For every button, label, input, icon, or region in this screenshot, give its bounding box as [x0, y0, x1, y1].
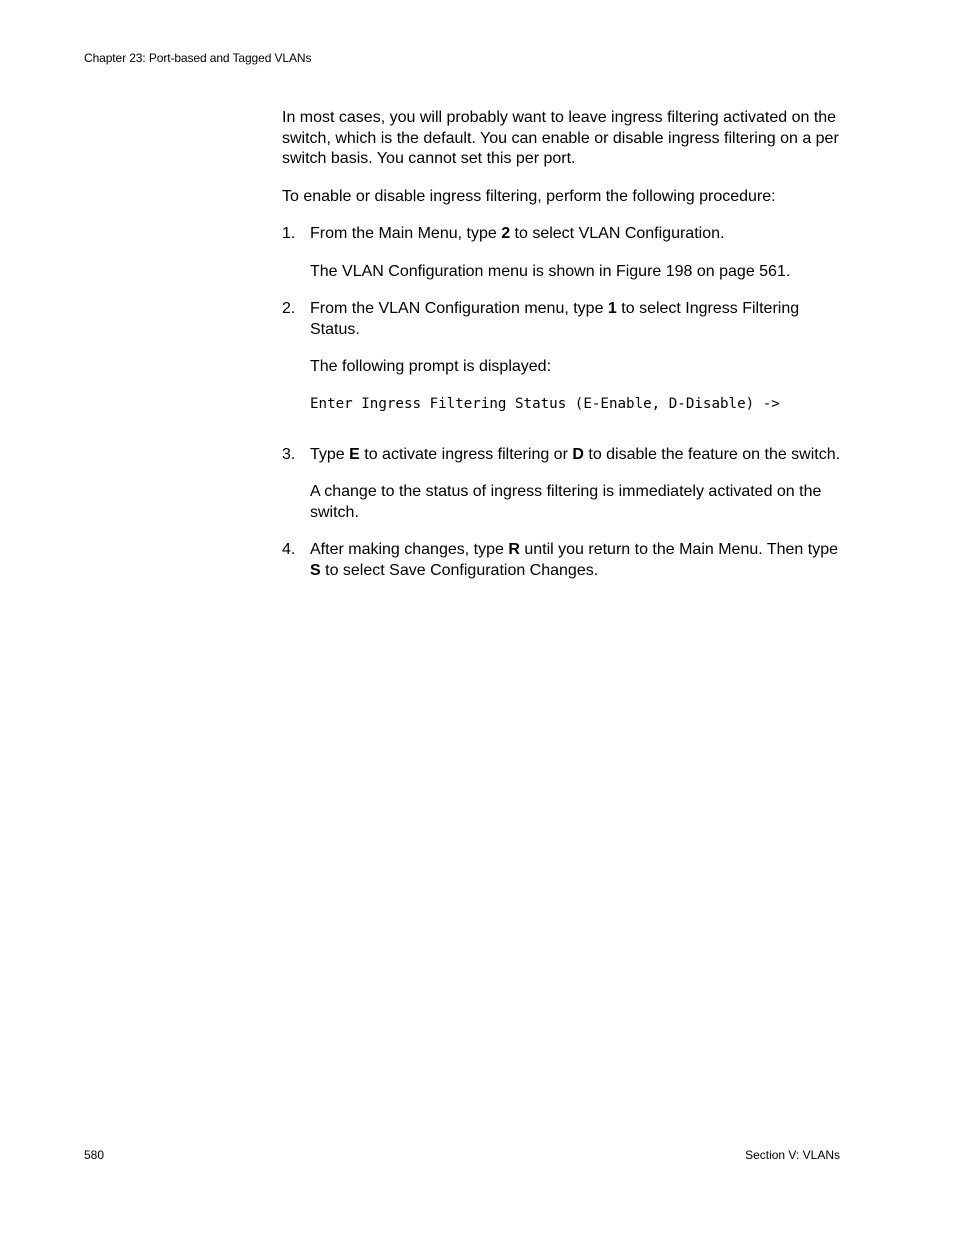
step-4: [282, 540, 852, 581]
step-text: until you return to the Main Menu. Then type: [519, 541, 838, 558]
step-instruction: [310, 540, 852, 581]
step-note: The following prompt is displayed:: [310, 358, 552, 375]
page-number: 580: [84, 1148, 105, 1162]
step-key: S: [310, 561, 321, 579]
step-number: 4.: [282, 541, 296, 558]
step-key: R: [508, 541, 520, 558]
step-text: to select Save Configuration Changes.: [320, 561, 599, 579]
step-key: D: [572, 445, 584, 463]
step-body: [310, 445, 852, 524]
step-2: [282, 299, 852, 428]
step-text: After making changes, type: [310, 541, 509, 558]
step-key: E: [349, 445, 360, 463]
step-text: to disable the feature on the switch.: [583, 445, 841, 463]
step-1: [282, 224, 852, 282]
step-text: to select VLAN Configuration.: [510, 225, 725, 242]
step-body: [310, 299, 852, 428]
running-header: Chapter 23: Port-based and Tagged VLANs: [84, 51, 312, 65]
step-note: A change to the status of ingress filtering is immediately activated on the switch.: [310, 483, 822, 521]
step-instruction: [310, 299, 852, 340]
step-text: to select Ingress Filtering Status.: [310, 300, 800, 338]
page-body: [282, 108, 852, 598]
step-text: From the Main Menu, type: [310, 225, 502, 242]
step-text: to activate ingress filtering or: [359, 445, 573, 463]
step-text: Type: [310, 445, 350, 463]
step-key: 1: [607, 300, 617, 317]
step-instruction: [310, 224, 852, 245]
step-number: 1.: [282, 225, 296, 242]
console-prompt: Enter Ingress Filtering Status (E-Enable, D-Disable) ->: [310, 395, 780, 412]
intro-paragraph: In most cases, you will probably want to leave ingress filtering activated on the switch, which is the default. You can enable or disable ingress filtering on a per switch basis. You cannot set this per port.: [282, 109, 839, 167]
step-note: The VLAN Configuration menu is shown in Figure 198 on page 561.: [310, 262, 791, 280]
step-number: 3.: [282, 445, 296, 463]
step-key: 2: [501, 225, 511, 242]
section-footer: Section V: VLANs: [745, 1148, 840, 1162]
step-text: From the VLAN Configuration menu, type: [310, 300, 608, 317]
step-instruction: [310, 445, 852, 466]
procedure-intro: To enable or disable ingress filtering, perform the following procedure:: [282, 187, 776, 205]
step-3: [282, 445, 852, 524]
step-body: [310, 540, 852, 581]
step-body: [310, 224, 852, 282]
step-number: 2.: [282, 300, 296, 317]
